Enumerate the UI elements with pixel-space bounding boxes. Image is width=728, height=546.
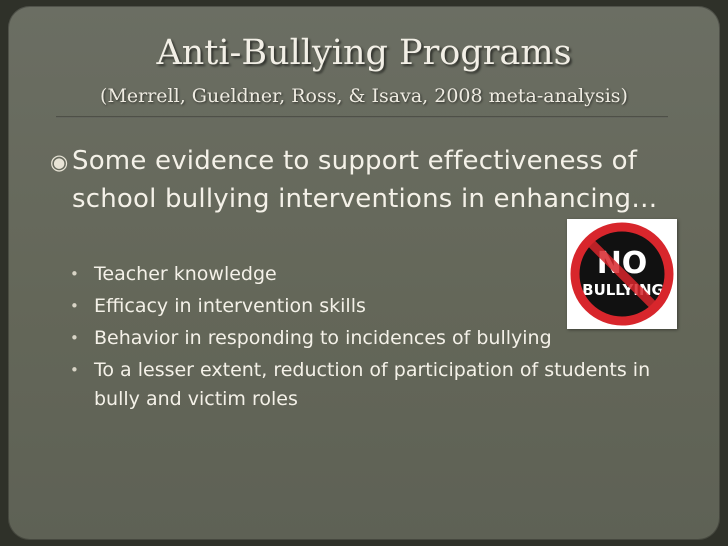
sub-bullet-text: Behavior in responding to incidences of bullying	[94, 327, 552, 349]
no-bullying-sign-image	[567, 219, 677, 329]
dot-bullet-icon: •	[70, 329, 79, 347]
sub-bullet-text: Efficacy in intervention skills	[94, 295, 366, 317]
slide	[8, 6, 720, 540]
slide-title: Anti-Bullying Programs	[156, 33, 572, 73]
dot-bullet-icon: •	[70, 297, 79, 315]
sub-bullet-text: To a lesser extent, reduction of participation of students in bully and victim roles	[94, 359, 651, 410]
dot-bullet-icon: •	[70, 265, 79, 283]
circle-bullet-icon: ◉	[50, 150, 69, 174]
no-bullying-sign-icon	[567, 219, 677, 329]
sub-bullet-text: Teacher knowledge	[94, 263, 277, 285]
main-bullet-text: Some evidence to support effectiveness of school bullying interventions in enhancing…	[72, 146, 658, 214]
main-bullet-point	[50, 142, 670, 218]
sub-bullet-item	[68, 356, 678, 414]
slide-subtitle: (Merrell, Gueldner, Ross, & Isava, 2008 meta-analysis)	[100, 85, 628, 107]
title-divider	[56, 116, 668, 118]
sign-text-bullying: BULLYING	[582, 281, 664, 299]
sign-text-no: NO	[596, 246, 648, 281]
dot-bullet-icon: •	[70, 361, 79, 379]
